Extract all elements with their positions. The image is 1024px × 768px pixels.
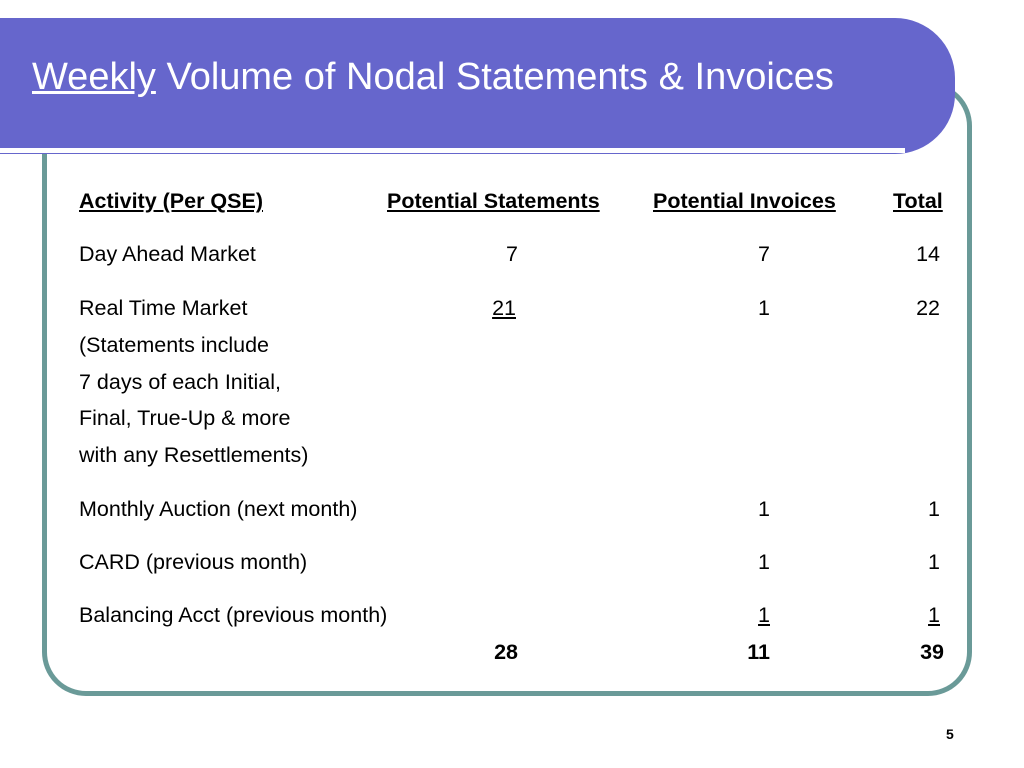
row-note: (Statements include bbox=[79, 333, 270, 357]
grand-total: 39 bbox=[920, 640, 944, 664]
slide-title bbox=[32, 56, 834, 99]
row-activity: Day Ahead Market bbox=[79, 242, 256, 266]
row-note: with any Resettlements) bbox=[79, 443, 309, 467]
row-invoices: 1 bbox=[758, 497, 770, 521]
row-total: 22 bbox=[916, 296, 940, 320]
row-total: 14 bbox=[916, 242, 940, 266]
title-emphasis: Weekly bbox=[32, 56, 156, 98]
total-invoices: 11 bbox=[747, 640, 770, 664]
row-activity: Monthly Auction (next month) bbox=[79, 497, 358, 521]
header-invoices: Potential Invoices bbox=[653, 189, 836, 213]
row-invoices: 1 bbox=[758, 603, 770, 627]
row-activity: Real Time Market bbox=[79, 296, 248, 320]
title-text: Volume of Nodal Statements & Invoices bbox=[155, 56, 834, 98]
row-note: Final, True-Up & more bbox=[79, 406, 291, 430]
row-statements: 7 bbox=[506, 242, 518, 266]
row-activity: CARD (previous month) bbox=[79, 550, 308, 574]
row-total: 1 bbox=[928, 497, 940, 521]
row-invoices: 1 bbox=[758, 550, 770, 574]
header-total: Total bbox=[893, 189, 943, 213]
total-statements: 28 bbox=[494, 640, 518, 664]
page-number: 5 bbox=[946, 726, 954, 742]
header-activity: Activity (Per QSE) bbox=[79, 189, 263, 213]
header-statements: Potential Statements bbox=[387, 189, 600, 213]
row-total: 1 bbox=[928, 550, 940, 574]
row-statements: 21 bbox=[492, 296, 516, 320]
title-divider bbox=[0, 148, 905, 153]
row-note: 7 days of each Initial, bbox=[79, 370, 281, 394]
row-activity: Balancing Acct (previous month) bbox=[79, 603, 388, 627]
row-invoices: 1 bbox=[758, 296, 770, 320]
row-invoices: 7 bbox=[758, 242, 770, 266]
row-total: 1 bbox=[928, 603, 940, 627]
